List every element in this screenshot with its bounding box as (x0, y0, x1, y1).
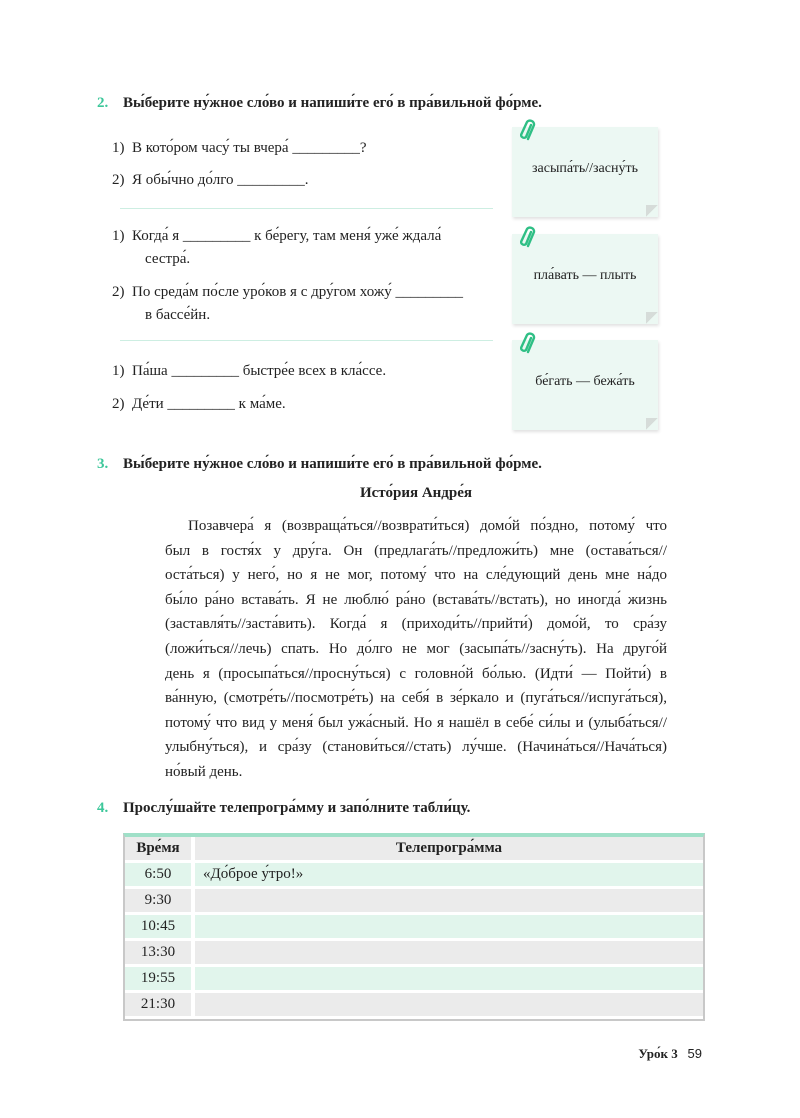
time-cell: 13:30 (125, 941, 195, 964)
task-3-number: 3. (97, 456, 109, 472)
divider (120, 208, 493, 209)
page-fold (646, 205, 658, 217)
paperclip-icon (520, 226, 536, 252)
task-4-number: 4. (97, 800, 109, 816)
time-cell: 6:50 (125, 863, 195, 886)
table-row (125, 993, 703, 1016)
time-cell: 19:55 (125, 967, 195, 990)
table-header-row (125, 837, 703, 860)
program-cell[interactable] (195, 915, 703, 938)
task-2-number: 2. (97, 95, 109, 111)
task-3-title: Вы́берите ну́жное сло́во и напиши́те его́ в пра́вильной фо́рме. (123, 456, 542, 472)
word-card (512, 234, 658, 324)
story-line: (заставля́ть//заста́вить). Когда́ я (приходи́ть//прийти́) домо́й, то сра́зу (165, 616, 667, 633)
word-card-text: пла́вать — плыть (533, 268, 637, 283)
exercise-item-continued: сестра́. (145, 251, 191, 267)
exercise-item: 1) В кото́ром часу́ ты вчера́ _________? (112, 140, 367, 156)
table-row (125, 915, 703, 938)
table-row (125, 967, 703, 990)
paperclip-icon (520, 119, 536, 145)
word-card-text: бе́гать — бежа́ть (535, 374, 635, 389)
story-line: был в гостя́х у дру́га. Он (предлага́ть//предложи́ть) мне (остава́ться// (165, 542, 667, 559)
story-line: потому́ что вид у меня́ был ужа́сный. Но я нашёл в себе́ си́лы и (улыба́ться// (165, 714, 667, 731)
story-text (165, 514, 667, 785)
table-row (125, 863, 703, 886)
story-line: ва́нную, (смотре́ть//посмотре́ть) на себя́ в зе́ркало и (пуга́ться//испуга́ться), (165, 690, 667, 707)
story-line: (ложи́ться//лечь) спать. Но до́лго не мог (засыпа́ть//засну́ть). На друго́й (165, 640, 667, 657)
time-cell: 9:30 (125, 889, 195, 912)
page-footer (638, 1046, 702, 1062)
word-card (512, 340, 658, 430)
exercise-item-continued: в бассе́йн. (145, 307, 211, 323)
paperclip-icon (520, 332, 536, 358)
program-cell[interactable]: «До́брое у́тро!» (195, 863, 703, 886)
word-card (512, 127, 658, 217)
program-cell[interactable] (195, 941, 703, 964)
story-line: оста́ться) у него́, но я не мог, потому́ что на сле́дующий день мне на́до (165, 567, 667, 584)
story-line: улыбну́ться), и сра́зу (станови́ться//стать) лу́чше. (Начина́ться//Нача́ться) (165, 739, 667, 756)
tv-schedule-table (123, 833, 705, 1021)
divider (120, 340, 493, 341)
time-cell: 21:30 (125, 993, 195, 1016)
table-row (125, 941, 703, 964)
exercise-item: 2) Я обы́чно до́лго _________. (112, 172, 309, 188)
exercise-item: 2) По среда́м по́сле уро́ков я с дру́гом хожу́ _________ (112, 284, 463, 300)
header-program: Телепрогра́мма (195, 837, 703, 860)
exercise-item: 2) Де́ти _________ к ма́ме. (112, 396, 286, 412)
table-row (125, 889, 703, 912)
time-cell: 10:45 (125, 915, 195, 938)
word-card-text: засыпа́ть//засну́ть (532, 161, 638, 176)
story-line: Позавчера́ я (возвраща́ться//возврати́ться) домо́й по́здно, потому́ что (188, 518, 667, 534)
task-2-title: Вы́берите ну́жное сло́во и напиши́те его́ в пра́вильной фо́рме. (123, 95, 542, 111)
exercise-item: 1) Па́ша _________ быстре́е всех в кла́ссе. (112, 363, 387, 379)
program-cell[interactable] (195, 889, 703, 912)
header-time: Вре́мя (125, 837, 195, 860)
exercise-item: 1) Когда́ я _________ к бе́регу, там меня́ уже́ ждала́ (112, 228, 442, 244)
program-cell[interactable] (195, 967, 703, 990)
page-number: 59 (687, 1046, 702, 1061)
lesson-label: Уро́к 3 (638, 1046, 678, 1061)
task-4-title: Прослу́шайте телепрогра́мму и запо́лните табли́цу. (123, 800, 471, 816)
story-line: бы́ло ра́но встава́ть. Я не люблю́ ра́но (встава́ть//встать), но иногда́ жизнь (165, 591, 667, 608)
story-line: день я (просыпа́ться//просну́ться) с головно́й бо́лью. (Идти́ — Пойти́) в (165, 665, 667, 682)
story-title: Исто́рия Андре́я (359, 485, 473, 501)
page-fold (646, 312, 658, 324)
page-fold (646, 418, 658, 430)
story-line: но́вый день. (165, 763, 243, 780)
program-cell[interactable] (195, 993, 703, 1016)
